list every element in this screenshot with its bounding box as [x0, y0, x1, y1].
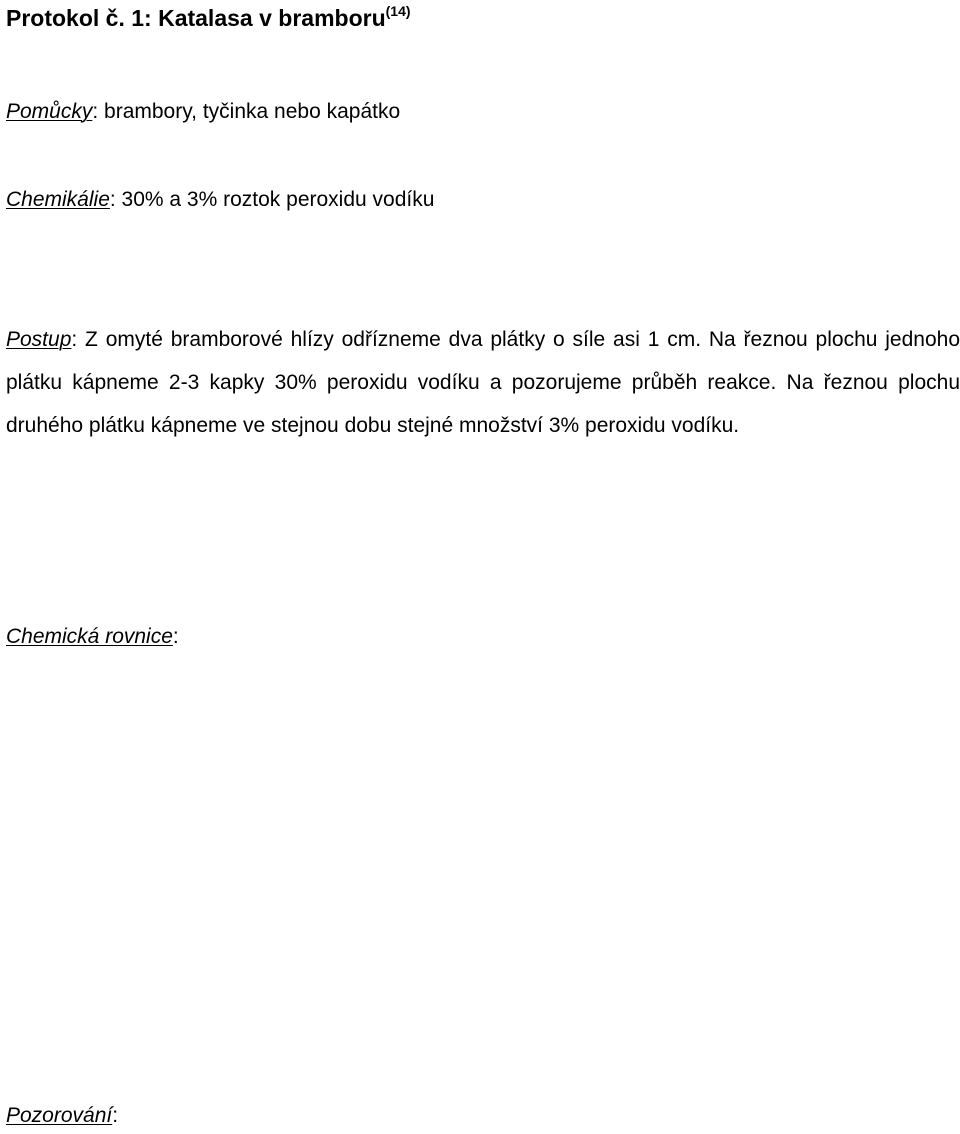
chemicals-line [6, 187, 434, 213]
tools-label: Pomůcky [6, 100, 93, 123]
chemicals-label: Chemikálie [6, 188, 110, 211]
title-text: Protokol č. 1: Katalasa v bramboru [6, 5, 386, 31]
page-title [6, 4, 411, 32]
title-reference: (14) [385, 3, 411, 19]
tools-text: brambory, tyčinka nebo kapátko [98, 100, 401, 123]
observation-label: Pozorování [6, 1104, 113, 1127]
chemicals-text: 30% a 3% roztok peroxidu vodíku [115, 188, 435, 211]
procedure-separator: : [71, 328, 78, 351]
procedure-text: Z omyté bramborové hlízy odřízneme dva plátky o síle asi 1 cm. Na řeznou plochu jednoho plátku kápneme 2-3 kapky 30% peroxidu vodíku a pozorujeme průběh reakce. Na řeznou plochu druhého plátku kápneme ve stejnou dobu stejné množství 3% peroxidu vodíku. [6, 328, 960, 437]
observation-separator: : [112, 1104, 119, 1127]
tools-separator: : [92, 100, 99, 123]
equation-label: Chemická rovnice [6, 625, 173, 648]
procedure-label: Postup [6, 328, 72, 351]
equation-separator: : [172, 625, 179, 648]
chemicals-separator: : [109, 188, 116, 211]
procedure-paragraph [6, 318, 960, 447]
tools-line [6, 99, 400, 125]
equation-line [6, 624, 179, 650]
observation-line [6, 1103, 118, 1129]
